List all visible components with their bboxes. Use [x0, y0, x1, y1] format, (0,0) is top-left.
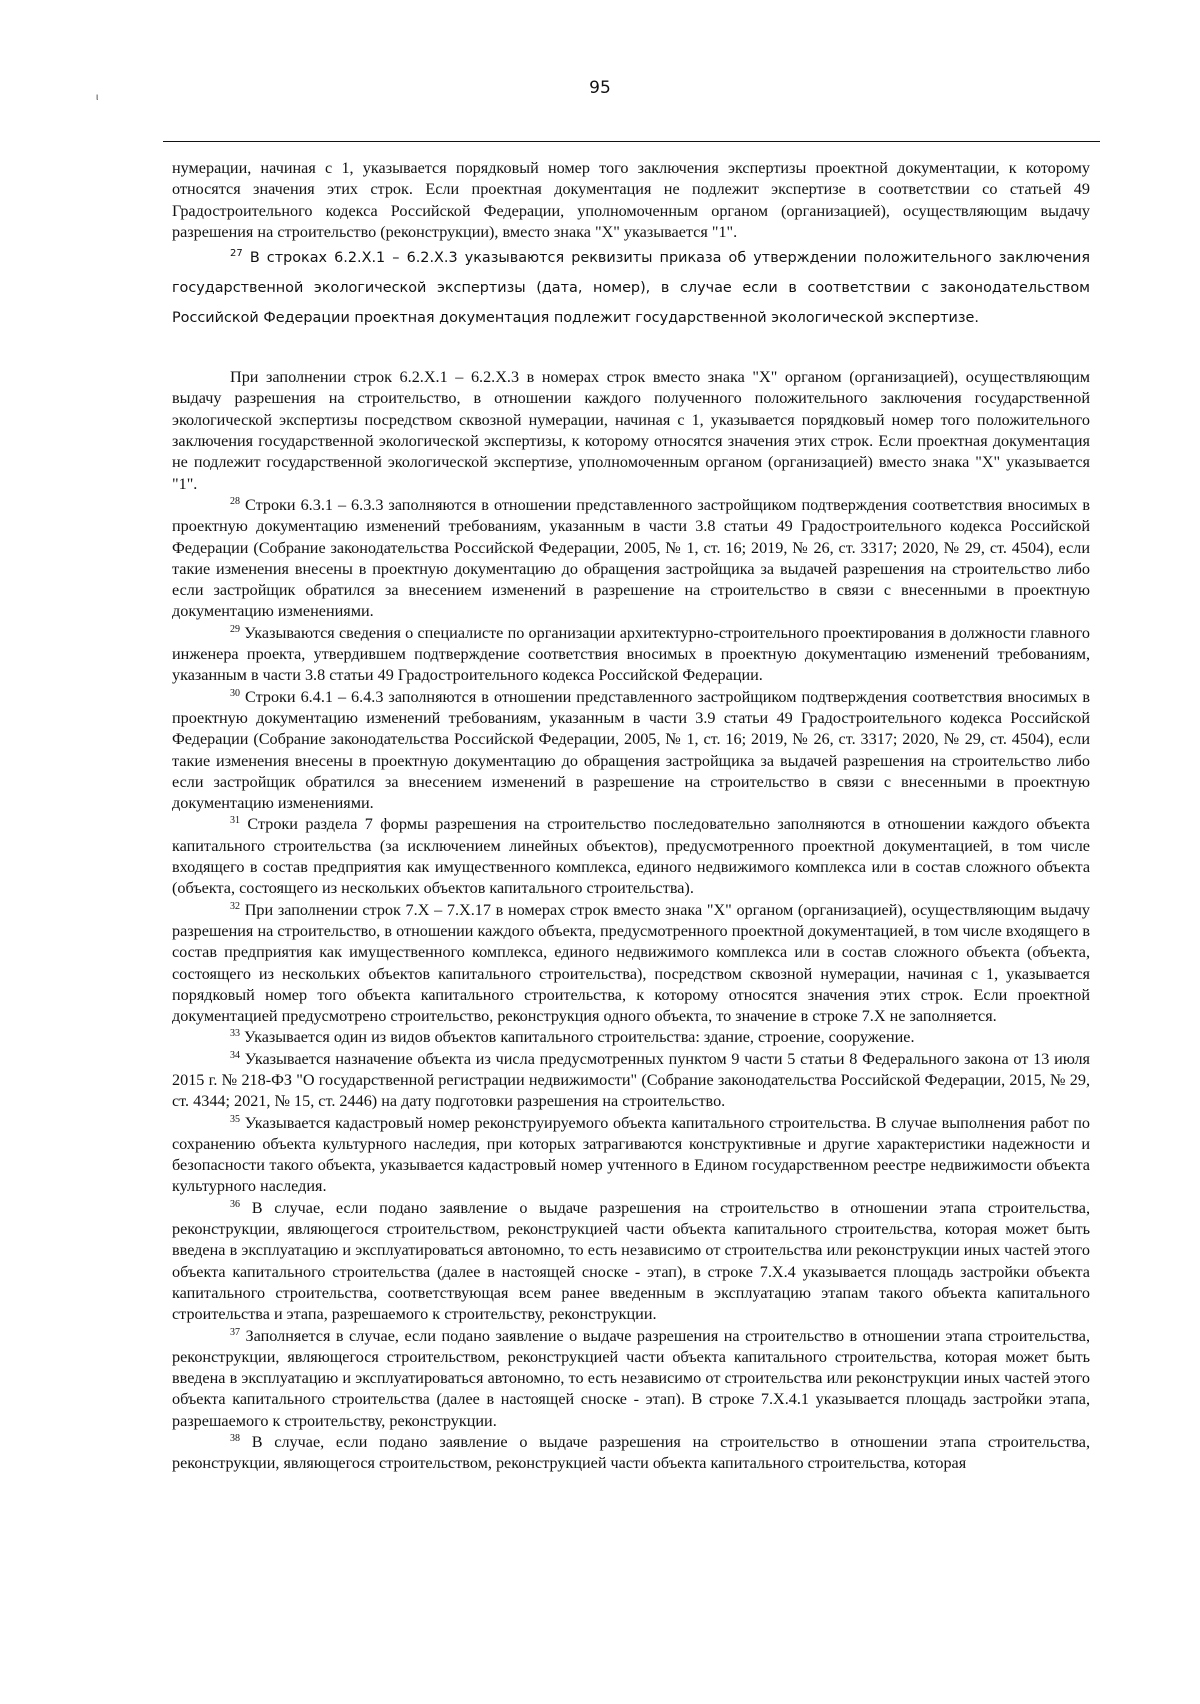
footnote-marker: 27 [230, 248, 243, 260]
paragraph-text: При заполнении строк 6.2.X.1 – 6.2.X.3 в номерах строк вместо знака "X" органом (организацией), осуществляющим выдачу разрешения на строительство, в отношении каждого полученного положительного заключения государственной экологической экспертизы посредством сквозной нумерации, начиная с 1, указывается порядковый номер того положительного заключения государственной экологической экспертизы, к которому относятся значения этих строк. Если проектная документация не подлежит государственной экологической экспертизе, уполномоченным органом (организацией) вместо знака "X" указывается "1". [172, 368, 1090, 493]
footnote-marker: 29 [230, 623, 240, 635]
footnote-32 [172, 900, 1090, 1028]
paragraph-text: В случае, если подано заявление о выдаче разрешения на строительство в отношении этапа строительства, реконструкции, являющегося строительством, реконструкцией части объекта капитального строительства, которая [172, 1433, 1090, 1473]
paragraph-continuation [172, 158, 1090, 243]
footnote-36 [172, 1198, 1090, 1326]
paragraph-text: Строки 6.4.1 – 6.4.3 заполняются в отношении представленного застройщиком подтверждения соответствия вносимых в проектную документацию изменений требованиям, указанным в части 3.9 статьи 49 Градостроительного кодекса Российской Федерации (Собрание законодательства Российской Федерации, 2005, № 1, ст. 16; 2019, № 26, ст. 3317; 2020, № 29, ст. 4504), если такие изменения внесены в проектную документацию до обращения застройщика за выдачей разрешения на строительство либо если застройщик обратился за внесением изменений в разрешение на строительство в связи с внесенными в проектную документацию изменениями. [172, 687, 1091, 813]
footnote-37 [172, 1326, 1090, 1432]
footnote-33 [172, 1027, 1090, 1048]
paragraph-text: Указываются сведения о специалисте по организации архитектурно-строительного проектирования в должности главного инженера проекта, утвердившем подтверждение соответствия вносимых в проектную документацию изменений требованиям, указанным в части 3.8 статьи 49 Градостроительного кодекса Российской Федерации. [172, 623, 1091, 685]
footnote-marker: 34 [230, 1049, 240, 1061]
footnote-marker: 32 [230, 900, 240, 912]
footnote-marker: 38 [230, 1433, 240, 1445]
paragraph-text: Указывается назначение объекта из числа предусмотренных пунктом 9 части 5 статьи 8 Федерального закона от 13 июля 2015 г. № 218-ФЗ "О государственной регистрации недвижимости" (Собрание законодательства Российской Федерации, 2015, № 29, ст. 4344; 2021, № 15, ст. 2446) на дату подготовки разрешения на строительство. [172, 1049, 1090, 1111]
document-body [172, 158, 1090, 1475]
footnote-marker: 36 [230, 1198, 240, 1210]
footnote-marker: 28 [230, 495, 240, 507]
scan-mark: ι [96, 92, 99, 103]
paragraph-text: Строки раздела 7 формы разрешения на строительство последовательно заполняются в отношении каждого объекта капитального строительства (за исключением линейных объектов), предусмотренного проектной документацией, в том числе входящего в состав предприятия как имущественного комплекса, единого недвижимого комплекса или в состав сложного объекта (объекта, состоящего из нескольких объектов капитального строительства). [172, 815, 1090, 898]
footnote-marker: 33 [230, 1028, 240, 1040]
paragraph [172, 367, 1090, 495]
paragraph-text: При заполнении строк 7.X – 7.X.17 в номерах строк вместо знака "X" органом (организацией), осуществляющим выдачу разрешения на строительство, в отношении каждого объекта, предусмотренного проектной документацией, в том числе входящего в состав предприятия как имущественного комплекса, единого недвижимого комплекса или в состав сложного объекта (объекта, состоящего из нескольких объектов капитального строительства), посредством сквозной нумерации, начиная с 1, указывается порядковый номер того объекта капитального строительства, к которому относятся значения этих строк. Если проектной документацией предусмотрено строительство, реконструкция одного объекта, то значение в строке 7.X не заполняется. [172, 900, 1090, 1026]
footnote-30 [172, 687, 1090, 815]
footnote-marker: 35 [230, 1113, 240, 1125]
footnote-38 [172, 1432, 1090, 1475]
footnote-35 [172, 1113, 1090, 1198]
footnote-34 [172, 1049, 1090, 1113]
paragraph-text: Заполняется в случае, если подано заявление о выдаче разрешения на строительство в отношении этапа строительства, реконструкции, являющегося строительством, реконструкцией части объекта капитального строительства, которая может быть введена в эксплуатацию и эксплуатироваться автономно, то есть независимо от строительства или реконструкции иных частей этого объекта капитального строительства (далее в настоящей сноске - этап). В строке 7.X.4.1 указывается площадь застройки этапа, разрешаемого к строительству, реконструкции. [172, 1326, 1091, 1430]
page-number: 95 [589, 78, 611, 98]
spacer [172, 333, 1090, 367]
paragraph-text: Указывается кадастровый номер реконструируемого объекта капитального строительства. В случае выполнения работ по сохранению объекта культурного наследия, при которых затрагиваются конструктивные и другие характеристики надежности и безопасности такого объекта, указывается кадастровый номер учтенного в Едином государственном реестре недвижимости объекта культурного наследия. [172, 1113, 1090, 1196]
footnote-marker: 37 [230, 1326, 240, 1338]
paragraph-text: Указывается один из видов объектов капитального строительства: здание, строение, сооружение. [244, 1028, 915, 1047]
paragraph-text: Строки 6.3.1 – 6.3.3 заполняются в отношении представленного застройщиком подтверждения соответствия вносимых в проектную документацию изменений требованиям, указанным в части 3.8 статьи 49 Градостроительного кодекса Российской Федерации (Собрание законодательства Российской Федерации, 2005, № 1, ст. 16; 2019, № 26, ст. 3317; 2020, № 29, ст. 4504), если такие изменения внесены в проектную документацию до обращения застройщика за выдачей разрешения на строительство либо если застройщик обратился за внесением изменений в разрешение на строительство в связи с внесенными в проектную документацию изменениями. [172, 495, 1091, 621]
footnote-29 [172, 623, 1090, 687]
footnote-marker: 31 [230, 815, 240, 827]
footnote-28 [172, 495, 1090, 623]
header-rule [163, 141, 1100, 142]
paragraph-text: В строках 6.2.X.1 – 6.2.X.3 указываются реквизиты приказа об утверждении положительного заключения государственной экологической экспертизы (дата, номер), в случае если в соответствии с законодательством Российской Федерации проектная документация подлежит государственной экологической экспертизе. [172, 250, 1090, 327]
footnote-marker: 30 [230, 687, 240, 699]
footnote-27 [172, 243, 1090, 333]
paragraph-text: В случае, если подано заявление о выдаче разрешения на строительство в отношении этапа строительства, реконструкции, являющегося строительством, реконструкцией части объекта капитального строительства, которая может быть введена в эксплуатацию и эксплуатироваться автономно, то есть независимо от строительства или реконструкции иных частей этого объекта капитального строительства (далее в настоящей сноске - этап), в строке 7.X.4 указывается площадь застройки объекта капитального строительства, соответствующая всем ранее введенным в эксплуатацию этапам такого объекта капитального строительства и этапа, разрешаемого к строительству, реконструкции. [172, 1198, 1090, 1324]
footnote-31 [172, 814, 1090, 899]
paragraph-text: нумерации, начиная с 1, указывается порядковый номер того заключения экспертизы проектной документации, к которому относятся значения этих строк. Если проектная документация не подлежит экспертизе в соответствии со статьей 49 Градостроительного кодекса Российской Федерации, уполномоченным органом (организацией), осуществляющим выдачу разрешения на строительство (реконструкции), вместо знака "X" указывается "1". [172, 159, 1090, 241]
